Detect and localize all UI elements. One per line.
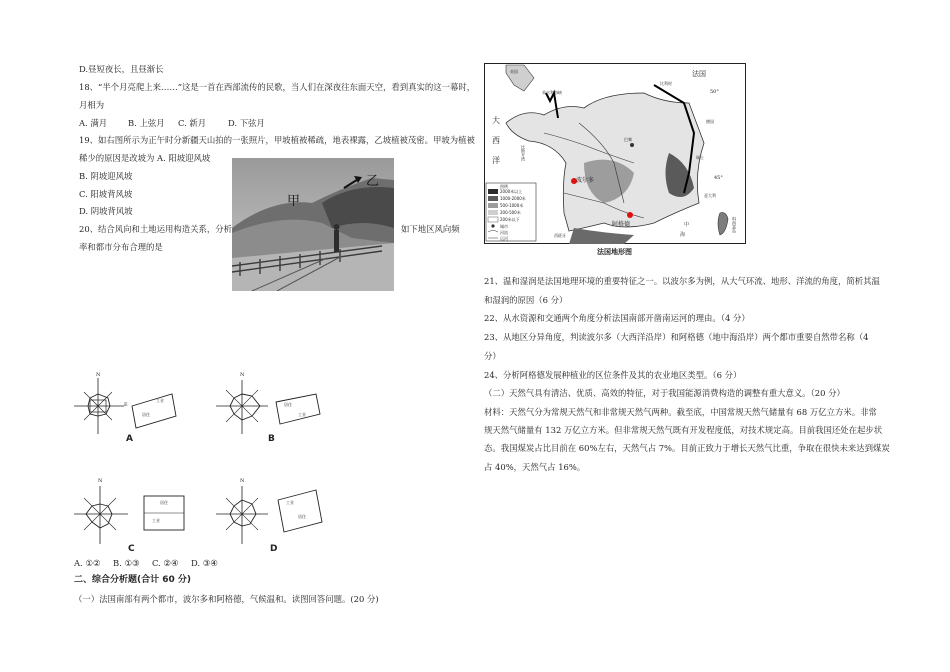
map-caption: 法国地形图 bbox=[597, 248, 632, 256]
slope-label-jia: 甲 bbox=[287, 194, 301, 209]
box-label-2: 工业 bbox=[152, 518, 160, 523]
compass-diagram-a bbox=[72, 372, 182, 452]
region-label-belgium: 比利时 bbox=[660, 81, 672, 86]
q18-text-cont: 月相为 bbox=[79, 100, 105, 110]
latitude-45-label: 45° bbox=[714, 175, 723, 181]
legend-title: 图例 bbox=[500, 184, 508, 189]
material-line-1: 材料：天然气分为常规天然气和非常规天然气两种。截至底，中国常规天然气储量有 68 万亿立方米。非常 bbox=[484, 407, 877, 417]
q17-option-d: D.昼短夜长，且昼渐长 bbox=[79, 64, 164, 74]
q20-text-right: 如下地区风向频 bbox=[401, 224, 460, 234]
q18-text: 18、“半个月亮爬上来……”这是一首在西部流传的民歌，当人们在深夜往东面天空，看到真实的这一幕时， bbox=[79, 82, 476, 92]
q19-option-d: D. 阴坡背风坡 bbox=[79, 206, 133, 216]
legend-item-4: 200-500米 bbox=[500, 210, 521, 215]
box-label-1: 工业 bbox=[156, 398, 164, 403]
compass-n-label: N bbox=[96, 372, 101, 378]
compass-diagram-d bbox=[212, 478, 327, 560]
section-2-title: 二、综合分析题(合计 60 分) bbox=[74, 575, 192, 585]
q20-option-a: A. ①② bbox=[74, 558, 101, 568]
option-label-b: B bbox=[268, 434, 275, 444]
q22-text: 22、从水资源和交通两个角度分析法国南部开凿南运河的理由。（4 分） bbox=[484, 313, 750, 323]
legend-item-1: 2000米以上 bbox=[500, 189, 523, 194]
q19-option-b: B. 阴坡迎风坡 bbox=[79, 171, 133, 181]
tianshan-photo bbox=[232, 158, 394, 291]
region-label-spain: 西班牙 bbox=[554, 233, 566, 238]
latitude-50-label: 50° bbox=[710, 89, 719, 95]
box-label-1: 工业 bbox=[286, 500, 294, 505]
q19-option-c: C. 阳坡背风坡 bbox=[79, 189, 133, 199]
q18-option-d: D. 下弦月 bbox=[228, 118, 265, 128]
region-label-sea: 海 bbox=[680, 232, 686, 238]
compass-n-label: N bbox=[98, 478, 103, 484]
bay-label: 比斯开湾 bbox=[521, 145, 526, 161]
q23-text-cont: 分） bbox=[484, 351, 501, 361]
ocean-label-2: 西 bbox=[492, 136, 500, 145]
q20-option-d: D. ③④ bbox=[191, 558, 218, 568]
material-line-2: 规天然气储量有 132 万亿立方米。但非常规天然气既有开发程度低，对技术规定高。目前我国还处在起步状 bbox=[484, 425, 883, 435]
legend-item-8: 运河 bbox=[500, 236, 508, 241]
legend-item-2: 1000-2000米 bbox=[500, 196, 526, 201]
material-line-3: 态。我国煤炭占比目前在 60%左右，天然气占 7%。目前正致力于增长天然气比重，争取在很快未来达到煤炭 bbox=[484, 443, 890, 453]
part-2-intro: （二）天然气具有清洁、优质、高效的特征，对于我国能源消费构造的调整有重大意义。（20 分） bbox=[484, 388, 845, 398]
q18-option-b: B. 上弦月 bbox=[128, 118, 165, 128]
compass-e-label: E bbox=[124, 402, 128, 408]
region-label-uk: 英国 bbox=[510, 69, 518, 74]
q18-option-a: A. 满月 bbox=[79, 118, 108, 128]
box-label-2: 工业 bbox=[298, 412, 306, 417]
channel-label: 英吉利海峡 bbox=[542, 90, 562, 95]
q20-option-c: C. ②④ bbox=[152, 558, 179, 568]
q20-text: 20、结合风向和土地运用构造关系，分析 bbox=[79, 224, 233, 234]
ocean-label-3: 洋 bbox=[492, 156, 500, 165]
q19-text-cont: 稀少的原因是改坡为 A. 阳坡迎风坡 bbox=[79, 153, 211, 163]
ocean-label-1: 大 bbox=[492, 116, 500, 125]
map-title: 法国 bbox=[692, 70, 706, 78]
option-label-d: D bbox=[270, 544, 278, 554]
q24-text: 24、分析阿格德发展种植业的区位条件及其的农业地区类型。（6 分） bbox=[484, 370, 742, 380]
q18-option-c: C. 新月 bbox=[178, 118, 207, 128]
legend-item-5: 200米以下 bbox=[500, 217, 520, 222]
legend-item-3: 500-1000米 bbox=[500, 203, 524, 208]
q21-text: 21、温和湿润是法国地理环境的重要特征之一。以波尔多为例，从大气环流、地形、洋流的角度，简析其温 bbox=[484, 276, 880, 286]
legend-item-6: 城市 bbox=[500, 224, 508, 229]
corsica-label: 科西嘉岛 bbox=[732, 217, 737, 233]
option-label-a: A bbox=[126, 434, 133, 444]
region-label-italy: 意大利 bbox=[704, 193, 716, 198]
q21-text-cont: 和湿润的原因（6 分） bbox=[484, 295, 568, 305]
compass-diagram-c bbox=[72, 478, 187, 560]
compass-n-label: N bbox=[240, 372, 245, 378]
compass-n-label: N bbox=[240, 478, 245, 484]
q23-text: 23、从地区分异角度，判读波尔多（大西洋沿岸）和阿格德（地中海沿岸）两个都市重要自然带名称（4 bbox=[484, 332, 869, 342]
option-label-c: C bbox=[128, 544, 135, 554]
part-1-intro: （一）法国南部有两个都市，波尔多和阿格德，气候温和。读图回答问题。(20 分) bbox=[74, 594, 379, 604]
q19-text: 19、如右图所示为正午时分新疆天山拍的一张照片，甲坡植被稀疏，地表裸露，乙坡植被茂密。甲坡为植被 bbox=[79, 135, 475, 145]
city-bordeaux-label: 波尔多 bbox=[576, 177, 595, 184]
box-label-1: 居住 bbox=[160, 500, 168, 505]
city-agde-label: 阿格德 bbox=[612, 221, 631, 228]
slope-label-yi: 乙 bbox=[366, 174, 380, 189]
region-label-mid: 中 bbox=[684, 222, 690, 228]
paris-label: 巴黎 bbox=[624, 137, 632, 142]
material-line-4: 占 40%，天然气占 16%。 bbox=[484, 462, 586, 472]
box-label-1: 居住 bbox=[284, 402, 292, 407]
box-label-2: 居住 bbox=[298, 514, 306, 519]
france-terrain-map bbox=[484, 63, 746, 259]
q20-text-cont: 率和都市分布合理的是 bbox=[79, 242, 163, 252]
region-label-germany: 德国 bbox=[706, 119, 714, 124]
compass-diagram-b bbox=[212, 372, 327, 452]
region-label-switzerland: 瑞士 bbox=[696, 155, 704, 160]
box-label-2: 居住 bbox=[142, 412, 150, 417]
legend-item-7: 河流 bbox=[500, 230, 508, 235]
q20-option-b: B. ①③ bbox=[113, 558, 140, 568]
